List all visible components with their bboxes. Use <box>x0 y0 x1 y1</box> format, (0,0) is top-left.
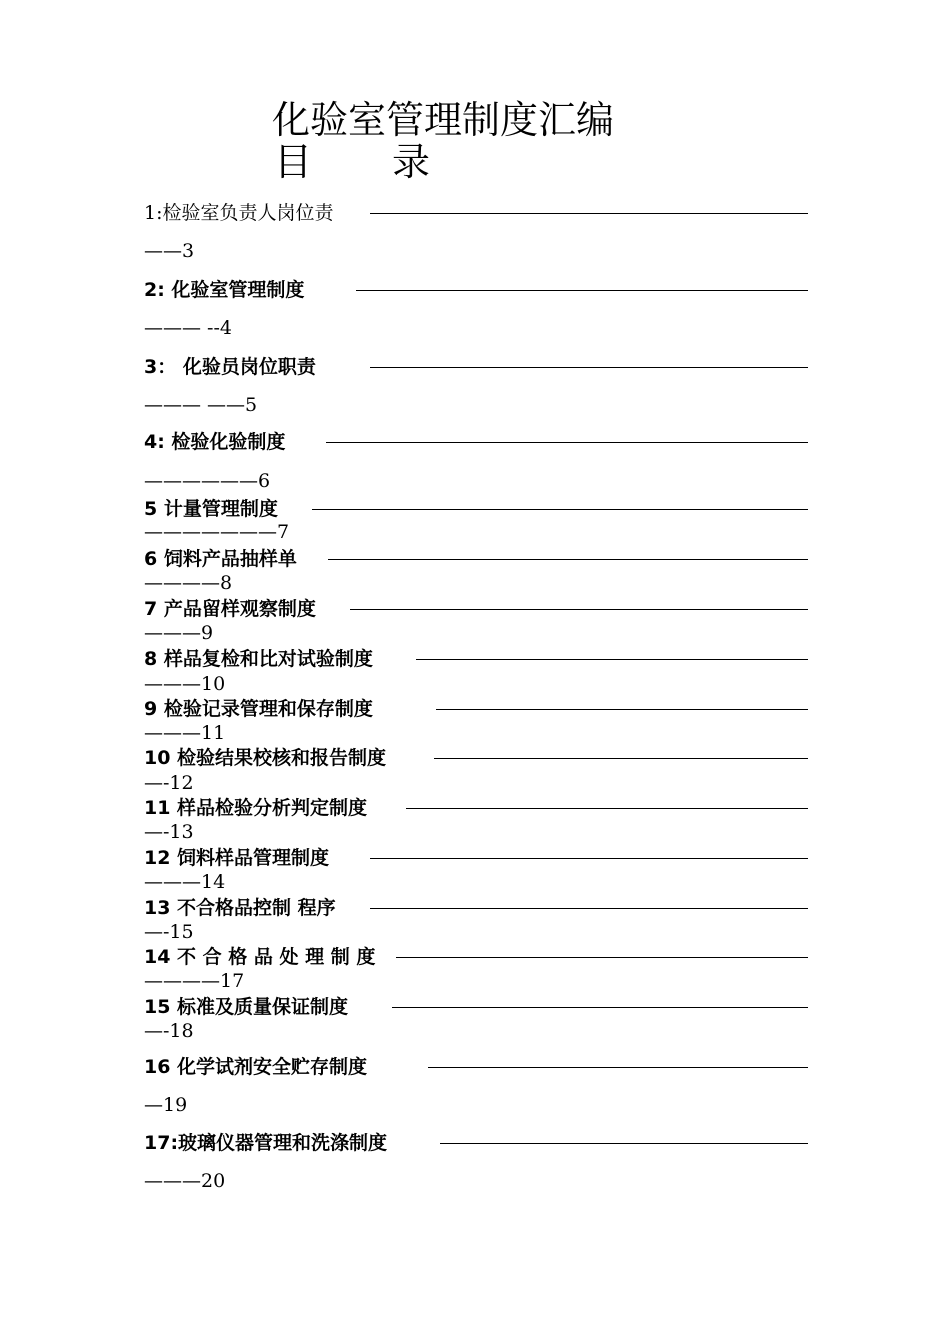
toc-entry-10[interactable] <box>144 747 808 771</box>
toc-entry-page: ————8 <box>144 572 233 594</box>
toc-entry-page: —-12 <box>144 772 194 794</box>
toc-entry-page: —-13 <box>144 821 194 843</box>
toc-entry-label: 11 样品检验分析判定制度 <box>144 797 368 819</box>
leader-line <box>406 808 808 809</box>
toc-entry-2-continuation <box>144 317 808 341</box>
toc-entry-3-continuation <box>144 394 808 418</box>
toc-entry-label: 8 样品复检和比对试验制度 <box>144 648 373 670</box>
toc-entry-14-continuation <box>144 970 808 994</box>
toc-entry-12[interactable] <box>144 847 808 871</box>
toc-entry-1[interactable] <box>144 202 808 226</box>
toc-entry-page: ——— --4 <box>144 317 232 339</box>
toc-entry-16-continuation <box>144 1094 808 1118</box>
leader-line <box>312 509 808 510</box>
toc-entry-12-continuation <box>144 871 808 895</box>
toc-entry-16[interactable] <box>144 1056 808 1080</box>
toc-entry-label: 14 不 合 格 品 处 理 制 度 <box>144 946 376 968</box>
toc-entry-8-continuation <box>144 673 808 697</box>
leader-line <box>370 908 808 909</box>
toc-entry-1-continuation <box>144 240 808 264</box>
leader-line <box>370 858 808 859</box>
leader-line <box>392 1007 808 1008</box>
leader-line <box>428 1067 808 1068</box>
toc-entry-label: 10 检验结果校核和报告制度 <box>144 747 387 769</box>
leader-line <box>370 367 808 368</box>
toc-entry-label: 2: 化验室管理制度 <box>144 279 305 301</box>
toc-entry-5-continuation <box>144 521 808 545</box>
toc-entry-6[interactable] <box>144 548 808 572</box>
toc-entry-page: ——— ——5 <box>144 394 258 416</box>
toc-entry-2[interactable] <box>144 279 808 303</box>
toc-entry-5[interactable] <box>144 498 808 522</box>
toc-entry-13[interactable] <box>144 897 808 921</box>
leader-line <box>328 559 808 560</box>
toc-entry-page: ———20 <box>144 1170 226 1192</box>
toc-entry-9-continuation <box>144 722 808 746</box>
toc-entry-3[interactable] <box>144 356 808 380</box>
document-title: 化验室管理制度汇编 <box>272 98 615 142</box>
toc-entry-label: 3： 化验员岗位职责 <box>144 356 316 378</box>
toc-entry-9[interactable] <box>144 698 808 722</box>
toc-entry-page: —-18 <box>144 1020 194 1042</box>
leader-line <box>416 659 808 660</box>
toc-entry-page: ——————6 <box>144 470 271 492</box>
toc-entry-page: ———————7 <box>144 521 290 543</box>
leader-line <box>434 758 808 759</box>
toc-entry-page: —19 <box>144 1094 188 1116</box>
toc-entry-label: 15 标准及质量保证制度 <box>144 996 349 1018</box>
leader-line <box>356 290 808 291</box>
toc-entry-label: 9 检验记录管理和保存制度 <box>144 698 373 720</box>
toc-entry-label: 17:玻璃仪器管理和洗涤制度 <box>144 1132 388 1154</box>
toc-entry-label: 16 化学试剂安全贮存制度 <box>144 1056 368 1078</box>
leader-line <box>396 957 808 958</box>
toc-entry-14[interactable] <box>144 946 808 970</box>
toc-entry-label: 12 饲料样品管理制度 <box>144 847 330 869</box>
toc-entry-page: ———11 <box>144 722 226 744</box>
toc-entry-11-continuation <box>144 821 808 845</box>
leader-line <box>350 609 808 610</box>
toc-heading-part-1: 目 <box>274 140 313 184</box>
toc-entry-label: 5 计量管理制度 <box>144 498 278 520</box>
toc-entry-11[interactable] <box>144 797 808 821</box>
toc-entry-15-continuation <box>144 1020 808 1044</box>
toc-entry-page: ———14 <box>144 871 226 893</box>
toc-heading-part-2: 录 <box>392 140 431 184</box>
toc-entry-10-continuation <box>144 772 808 796</box>
toc-entry-17-continuation <box>144 1170 808 1194</box>
leader-line <box>440 1143 808 1144</box>
toc-entry-7[interactable] <box>144 598 808 622</box>
toc-entry-13-continuation <box>144 921 808 945</box>
toc-entry-17[interactable] <box>144 1132 808 1156</box>
leader-line <box>370 213 808 214</box>
toc-entry-page: ———9 <box>144 622 214 644</box>
toc-entry-4[interactable] <box>144 431 808 455</box>
leader-line <box>326 442 808 443</box>
toc-entry-15[interactable] <box>144 996 808 1020</box>
toc-entry-page: ——3 <box>144 240 195 262</box>
toc-entry-label: 6 饲料产品抽样单 <box>144 548 297 570</box>
toc-entry-4-continuation <box>144 470 808 494</box>
toc-entry-label: 4: 检验化验制度 <box>144 431 286 453</box>
leader-line <box>436 709 808 710</box>
toc-entry-page: ———10 <box>144 673 226 695</box>
toc-entry-6-continuation <box>144 572 808 596</box>
toc-entry-page: ————17 <box>144 970 245 992</box>
toc-entry-7-continuation <box>144 622 808 646</box>
toc-entry-label: 13 不合格品控制 程序 <box>144 897 336 919</box>
toc-entry-page: —-15 <box>144 921 194 943</box>
toc-entry-8[interactable] <box>144 648 808 672</box>
toc-entry-label: 1:检验室负责人岗位责 <box>144 202 334 224</box>
toc-entry-label: 7 产品留样观察制度 <box>144 598 316 620</box>
